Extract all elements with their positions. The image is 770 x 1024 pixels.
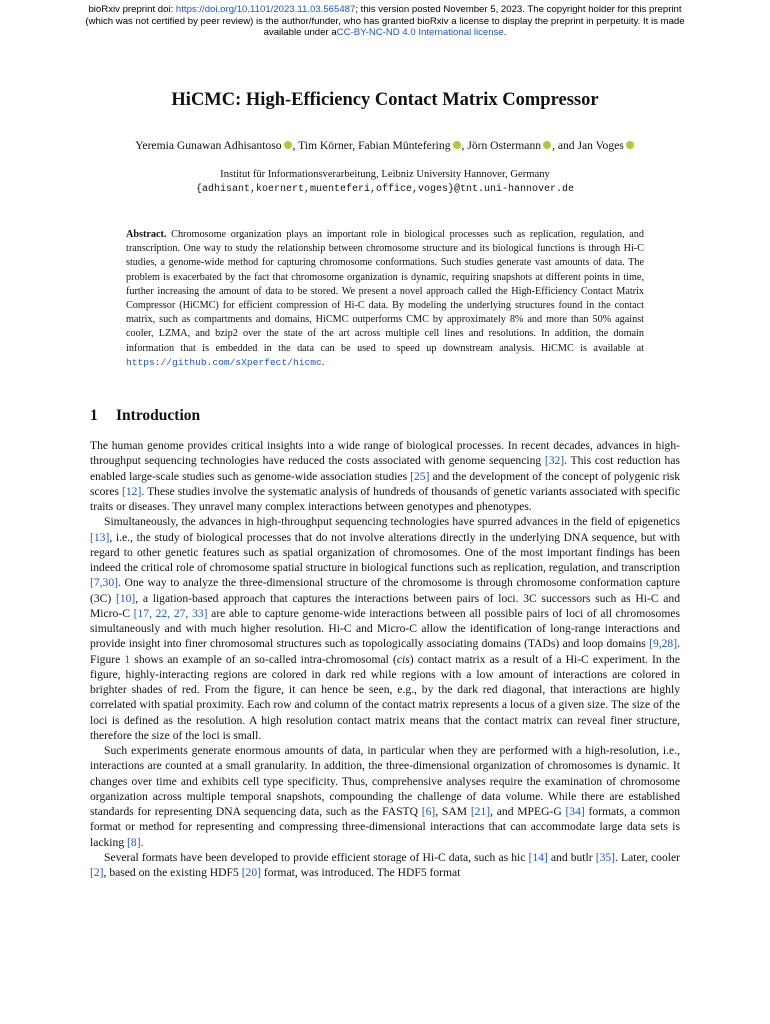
citation-link[interactable]: [6] bbox=[421, 805, 436, 818]
citation-link[interactable]: [17, 22, 27, 33] bbox=[133, 606, 208, 620]
paragraph-1: The human genome provides critical insights into a wide range of biological processes. In recent decades, advances in high-throughput sequencing technologies have reduced the costs associated with genome sequencing [32]. This cost reduction has enabled large-scale studies such as genome-wide association studies [25] and the development of the concept of polygenic risk scores [12]. These studies involve the systematic analysis of hundreds of thousands of genetic variants associated with specific traits or diseases. They unravel many complex interactions between genotypes and phenotypes. bbox=[90, 439, 681, 513]
affiliation bbox=[0, 167, 770, 197]
section-title: Introduction bbox=[116, 407, 201, 424]
body-text bbox=[90, 438, 680, 880]
citation-link[interactable]: [10] bbox=[115, 591, 136, 605]
citation-link[interactable]: [9,28] bbox=[649, 637, 678, 651]
citation-link[interactable]: [14] bbox=[528, 850, 548, 864]
paper-title: HiCMC: High-Efficiency Contact Matrix Compressor bbox=[171, 90, 599, 110]
section-heading bbox=[90, 407, 200, 425]
orcid-icon[interactable] bbox=[626, 141, 634, 149]
abstract-label: Abstract. bbox=[126, 229, 167, 240]
institute: Institut für Informationsverarbeitung, Leibniz University Hannover, Germany bbox=[220, 169, 550, 180]
citation-link[interactable]: [8] bbox=[127, 835, 141, 849]
paragraph-4: Several formats have been developed to provide efficient storage of Hi-C data, such as hic [14] and butlr [35]. Later, cooler [2], based on the existing HDF5 [20] format, was introduced. The HDF5 format bbox=[90, 850, 680, 879]
cis-italic: cis bbox=[396, 652, 410, 666]
abstract-end: . bbox=[321, 356, 325, 368]
author-emails: {adhisant,koernert,muenteferi,office,voges}@tnt.uni-hannover.de bbox=[195, 184, 575, 195]
citation-link[interactable]: [32] bbox=[544, 454, 565, 468]
citation-link[interactable]: [13] bbox=[90, 530, 110, 544]
preprint-text-3: available under a bbox=[263, 27, 337, 38]
github-link[interactable]: https://github.com/sXperfect/hicmc bbox=[126, 356, 322, 368]
citation-link[interactable]: [25] bbox=[410, 469, 430, 483]
preprint-end: . bbox=[503, 27, 507, 38]
license-link[interactable]: CC-BY-NC-ND 4.0 International license bbox=[336, 27, 504, 38]
paragraph-3: Such experiments generate enormous amounts of data, in particular when they are performed with a high-resolution, i.e., interactions are counted at a small granularity. In addition, the three-dimensional organization of chromosomes is dynamic. It changes over time and exhibits cell type specificity. Thus, comprehensive analyses require the examination of chromosome organization across multiple temporal snapshots, compounding the challenge of data volume. While there are established standards for representing DNA sequencing data, such as the FASTQ [6], SAM [21], and MPEG-G [34] formats, a common format or method for representing and compressing three-dimensional interactions that can accommodate large data sets is lacking [8]. bbox=[90, 744, 681, 849]
author-1: Yeremia Gunawan Adhisantoso bbox=[135, 139, 282, 152]
abstract bbox=[126, 228, 644, 370]
citation-link[interactable]: [35] bbox=[595, 850, 616, 864]
orcid-icon[interactable] bbox=[284, 141, 292, 149]
author-4: , Jörn Ostermann bbox=[461, 139, 542, 152]
preprint-text-2: (which was not certified by peer review) is the author/funder, who has granted bioRxiv a license to display the preprint in perpetuity. It is made bbox=[85, 15, 685, 27]
citation-link[interactable]: [2] bbox=[90, 866, 104, 879]
abstract-text: Chromosome organization plays an important role in biological processes such as replication, regulation, and transcription. One way to study the relationship between chromosome structure and its biological functions is through Hi-C studies, a genome-wide method for capturing chromosome conformations. Such studies generate vast amounts of data. The problem is exacerbated by the fact that chromosome organization is dynamic, requiring snapshots at different points in time, further increasing the amount of data to be stored. We present a novel approach called the High-Efficiency Contact Matrix Compressor (HiCMC) for efficient compression of Hi-C data. By modeling the underlying structures found in the contact matrix, such as compartments and domains, HiCMC outperforms CMC by approximately 8% and more than 50% against cooler, LZMA, and bzip2 over the state of the art across multiple cell lines and resolutions. In addition, the domain information that is embedded in the data can be used to speed up downstream analysis. HiCMC is available at bbox=[126, 229, 644, 354]
citation-link[interactable]: [21] bbox=[470, 805, 491, 818]
citation-link[interactable]: [12] bbox=[122, 484, 142, 498]
author-list bbox=[20, 139, 750, 152]
preprint-prefix: bioRxiv preprint doi: bbox=[88, 4, 176, 15]
paragraph-2: Simultaneously, the advances in high-throughput sequencing technologies have spurred advances in the field of epigenetics [13], i.e., the study of biological processes that do not involve alterations directly in the underlying DNA sequence, but with regard to other genetic features such as spatial organization of chromosomes. One of the most important findings has been indeed the critical role of chromosome spatial structure in biological functions such as replication, regulation, and transcription [7,30]. One way to analyze the three-dimensional structure of the chromosome is through chromosome conformation capture (3C) [10], a ligation-based approach that captures the interactions between pairs of loci. 3C successors such as Hi-C and Micro-C [17, 22, 27, 33] are able to capture genome-wide interactions between all possible pairs of loci of all chromosomes simultaneously and with much higher resolution. Hi-C and Micro-C allow the identification of long-range interactions and provide insight into finer chromosomal structures such as topologically associating domains (TADs) and loop domains [9,28]. Figure 1 shows an example of an so-called intra-chromosomal (cis) contact matrix as a result of a Hi-C experiment. In the figure, highly-interacting regions are colored in dark red while regions with a low amount of interactions are colored in brighter shades of red. From the figure, it can hence be seen, e.g., by the dark red diagonal, that interactions are highly correlated with spatial proximity. Each row and column of the contact matrix represents a locus of a given size. The size of the loci is defined as the resolution. A high resolution contact matrix means that the contact matrix can reveal finer structure, therefore the size of the loci is small. bbox=[90, 515, 680, 742]
section-number: 1 bbox=[90, 407, 98, 424]
figure-link[interactable]: 1 bbox=[124, 652, 131, 666]
preprint-text-1: ; this version posted November 5, 2023. The copyright holder for this preprint bbox=[355, 4, 682, 15]
citation-link[interactable]: [34] bbox=[565, 805, 585, 818]
preprint-notice bbox=[40, 4, 730, 39]
orcid-icon[interactable] bbox=[453, 141, 461, 149]
orcid-icon[interactable] bbox=[543, 141, 551, 149]
citation-link[interactable]: [7,30] bbox=[90, 576, 119, 590]
author-5: , and Jan Voges bbox=[552, 139, 624, 152]
author-2-3: , Tim Körner, Fabian Müntefering bbox=[292, 139, 451, 152]
citation-link[interactable]: [20] bbox=[241, 866, 262, 879]
doi-link[interactable]: https://doi.org/10.1101/2023.11.03.565487 bbox=[175, 4, 356, 15]
